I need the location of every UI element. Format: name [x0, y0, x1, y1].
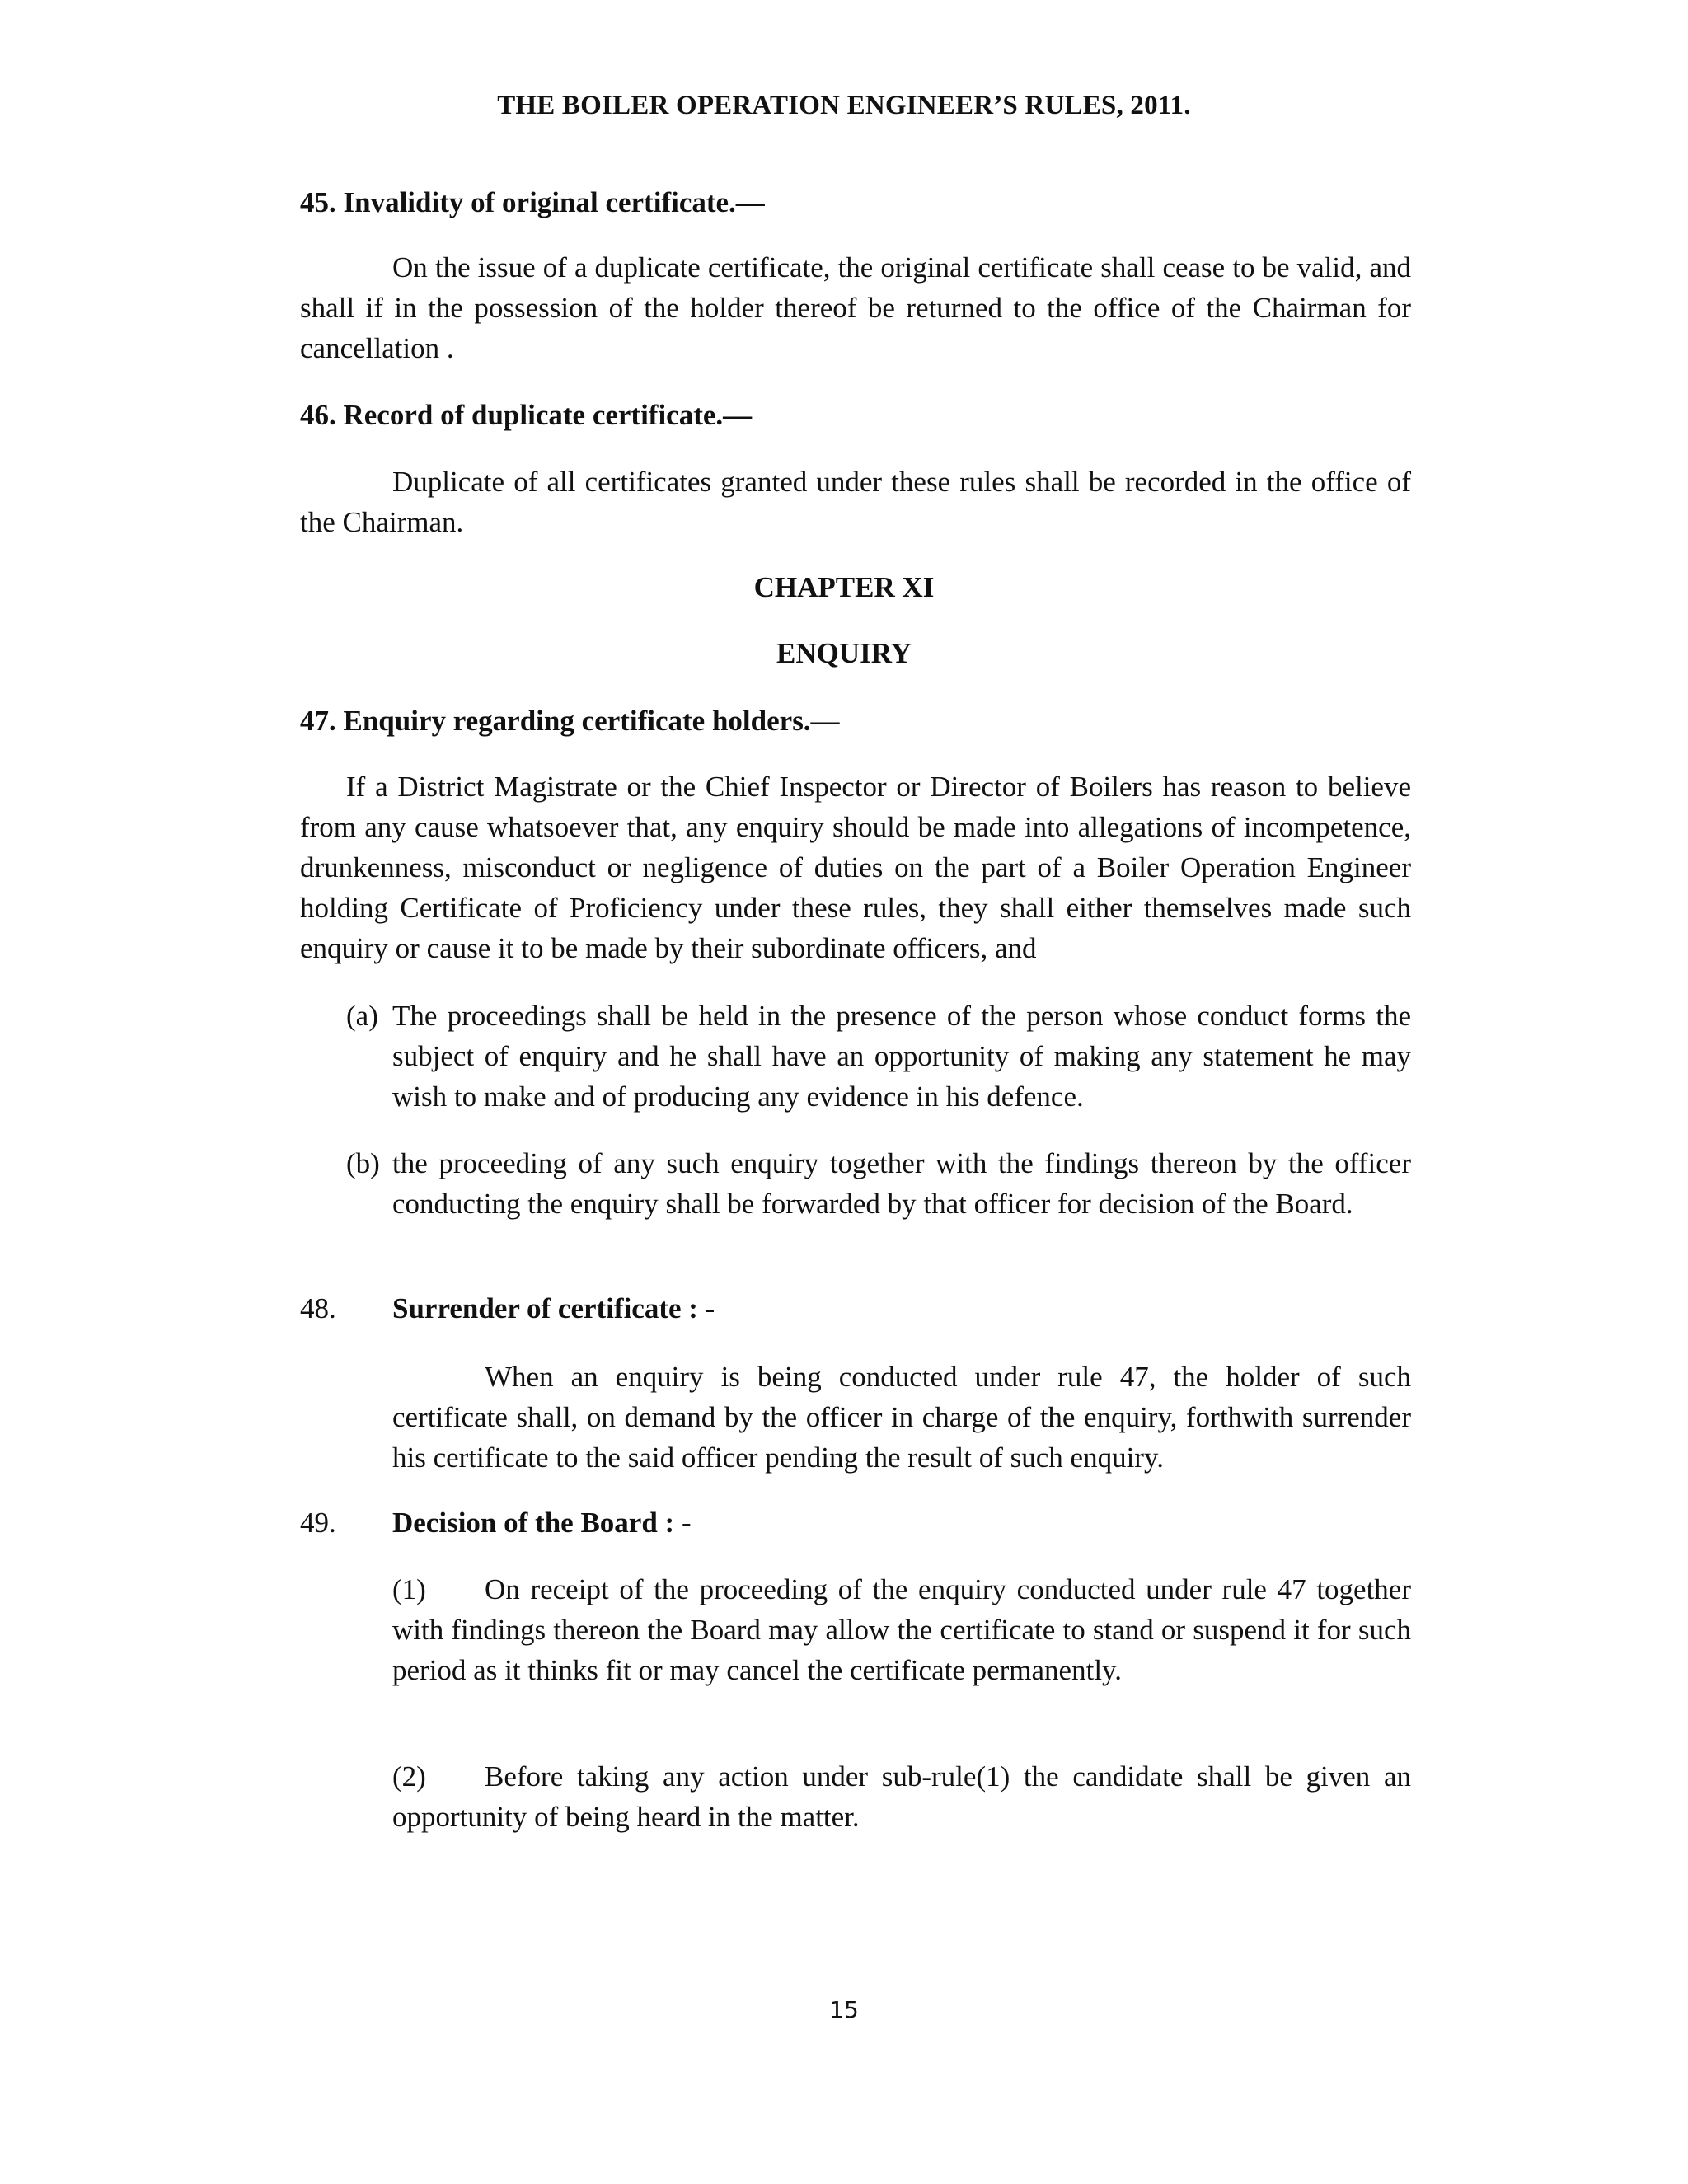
running-head: THE BOILER OPERATION ENGINEER’S RULES, 2011. — [497, 91, 1191, 120]
section-47-item-a-label: (a) — [346, 1000, 378, 1032]
section-48-title: Surrender of certificate : - — [392, 1292, 715, 1324]
section-49-sub1-label: (1) — [392, 1573, 426, 1605]
section-47-body: If a District Magistrate or the Chief Inspector or Director of Boilers has reason to believe from any cause whatsoever that, any enquiry should be made into allegations of incompetence, drunkenness, misconduct or negligence of duties on the part of a Boiler Operation Engineer holding Certificate of Proficiency under these rules, they shall either themselves made such enquiry or cause it to be made by their subordinate officers, and — [300, 771, 1411, 964]
section-47-item-b-text: the proceeding of any such enquiry together with the findings thereon by the officer conducting the enquiry shall be forwarded by that officer for decision of the Board. — [392, 1147, 1411, 1220]
section-46-body: Duplicate of all certificates granted under these rules shall be recorded in the office of the Chairman. — [300, 466, 1411, 538]
section-49-sub2-text: Before taking any action under sub-rule(1) the candidate shall be given an opportunity of being heard in the matter. — [392, 1760, 1411, 1833]
section-47-heading: 47. Enquiry regarding certificate holders.— — [300, 705, 840, 737]
section-48-number: 48. — [300, 1292, 336, 1324]
section-47-item-a-text: The proceedings shall be held in the presence of the person whose conduct forms the subject of enquiry and he shall have an opportunity of making any statement he may wish to make and of producing any evidence in his defence. — [392, 1000, 1411, 1113]
page-number: 15 — [829, 1996, 859, 2023]
section-49-title: Decision of the Board : - — [392, 1507, 692, 1539]
section-45-body: On the issue of a duplicate certificate, the original certificate shall cease to be valid, and shall if in the possession of the holder thereof be returned to the office of the Chairman for cancellation . — [300, 251, 1411, 364]
section-47-item-b-label: (b) — [346, 1147, 380, 1179]
section-46-heading: 46. Record of duplicate certificate.— — [300, 399, 753, 431]
section-48-body: When an enquiry is being conducted under rule 47, the holder of such certificate shall, on demand by the officer in charge of the enquiry, forthwith surrender his certificate to the said officer pending the result of such enquiry. — [392, 1361, 1411, 1474]
section-45-heading: 45. Invalidity of original certificate.— — [300, 186, 765, 218]
section-49-sub1-text: On receipt of the proceeding of the enquiry conducted under rule 47 together with findings thereon the Board may allow the certificate to stand or suspend it for such period as it thinks fit or may cancel the certificate permanently. — [392, 1573, 1411, 1686]
chapter-title: ENQUIRY — [776, 637, 912, 669]
chapter-number: CHAPTER XI — [753, 571, 935, 603]
section-49-number: 49. — [300, 1507, 336, 1539]
section-49-heading — [300, 1507, 1411, 1547]
section-49-sub2-label: (2) — [392, 1760, 426, 1793]
section-48-heading — [300, 1292, 1411, 1333]
